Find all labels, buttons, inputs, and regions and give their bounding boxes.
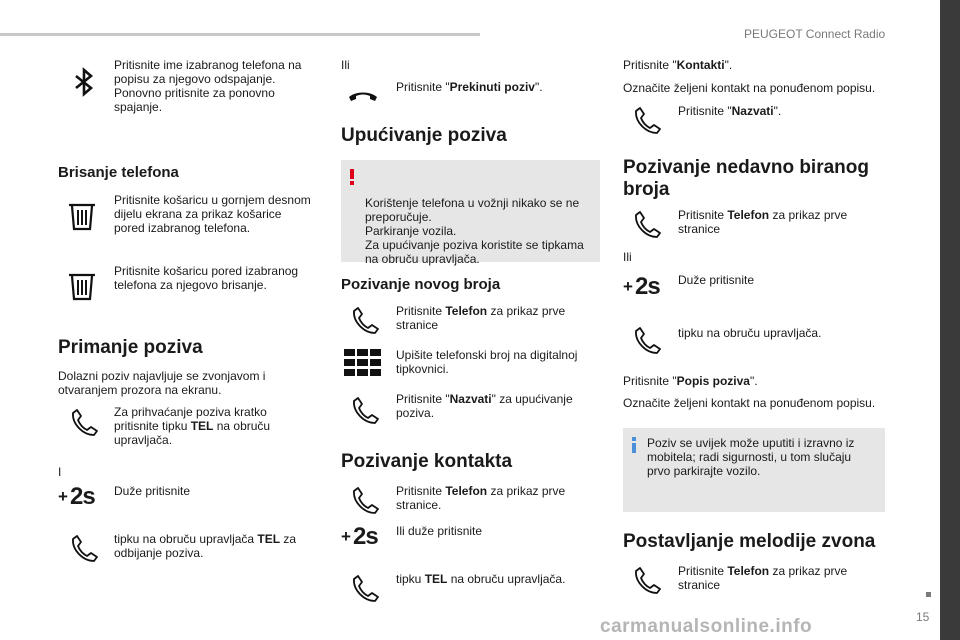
long-press-text: Duže pritisnite bbox=[114, 484, 191, 498]
hang-up-icon bbox=[343, 78, 383, 118]
warning-box: Korištenje telefona u vožnji nikako se ne preporučuje. Parkiranje vozila. Za upućivanje poziva koristite se tipkama na obruču upravljača. bbox=[341, 160, 600, 262]
ringtone-title: Postavljanje melodije zvona bbox=[623, 531, 876, 552]
bluetooth-icon bbox=[64, 62, 104, 102]
call-log-step: Pritisnite "Popis poziva". bbox=[623, 374, 758, 388]
new-number-step-2: Upišite telefonski broj na digitalnoj tipkovnici. bbox=[396, 348, 578, 376]
select-contact-text: Označite željeni kontakt na ponuđenom popisu. bbox=[623, 81, 876, 95]
long-press-2s-icon: + 2s bbox=[623, 273, 660, 300]
phone-handset-icon bbox=[345, 300, 385, 340]
recent-step-1: Pritisnite Telefon za prikaz prve stranice bbox=[678, 208, 848, 236]
phone-handset-icon bbox=[627, 320, 667, 360]
phone-handset-icon bbox=[627, 100, 667, 140]
bluetooth-text: Pritisnite ime izabranog telefona na popisu za njegovo odspajanje. Ponovno pritisnite za ponovno spajanje. bbox=[114, 58, 302, 114]
hangup-text: Pritisnite "Prekinuti poziv". bbox=[396, 80, 543, 94]
page-marker bbox=[926, 592, 931, 597]
phone-handset-icon bbox=[345, 568, 385, 608]
phone-handset-icon bbox=[627, 204, 667, 244]
receive-step-1: Za prihvaćanje poziva kratko pritisnite tipku TEL na obruču upravljača. bbox=[114, 405, 271, 447]
keypad-icon bbox=[343, 348, 383, 378]
long-press-2s-icon: + 2s bbox=[341, 523, 378, 550]
ringtone-step-1: Pritisnite Telefon za prikaz prve stranice bbox=[678, 564, 848, 592]
contact-step-2: Ili duže pritisnite bbox=[396, 524, 483, 538]
wheel-button-text: tipku na obruču upravljača. bbox=[678, 326, 822, 340]
or-text: Ili bbox=[341, 58, 350, 72]
recent-call-title: Pozivanje nedavno biranog broja bbox=[623, 157, 869, 200]
select-contact-text: Označite željeni kontakt na ponuđenom popisu. bbox=[623, 396, 876, 410]
receive-intro: Dolazni poziv najavljuje se zvonjavom i otvaranjem prozora na ekranu. bbox=[58, 369, 266, 397]
contact-call-title: Pozivanje kontakta bbox=[341, 451, 513, 472]
trash-icon bbox=[62, 196, 102, 236]
new-number-title: Pozivanje novog broja bbox=[341, 276, 501, 293]
phone-handset-icon bbox=[64, 528, 104, 568]
phone-handset-icon bbox=[627, 560, 667, 600]
receive-call-title: Primanje poziva bbox=[58, 337, 203, 358]
header-title: PEUGEOT Connect Radio bbox=[744, 27, 886, 41]
info-icon bbox=[631, 437, 637, 453]
long-press-text: Duže pritisnite bbox=[678, 273, 755, 287]
long-press-2s-icon: + 2s bbox=[58, 483, 95, 510]
trash-icon bbox=[62, 266, 102, 306]
warning-icon bbox=[349, 169, 355, 185]
watermark: carmanualsonline.info bbox=[600, 616, 813, 637]
page-number: 15 bbox=[916, 610, 930, 624]
delete-phone-title: Brisanje telefona bbox=[58, 164, 179, 181]
delete-step-2: Pritisnite košaricu pored izabranog telefona za njegovo brisanje. bbox=[114, 264, 299, 292]
phone-handset-icon bbox=[64, 402, 104, 442]
new-number-step-1: Pritisnite Telefon za prikaz prve stranice bbox=[396, 304, 566, 332]
contact-step-1: Pritisnite Telefon za prikaz prve stranice. bbox=[396, 484, 566, 512]
call-contact-step: Pritisnite "Nazvati". bbox=[678, 104, 782, 118]
page-side-strip bbox=[940, 0, 960, 640]
and-text: I bbox=[58, 465, 62, 479]
phone-handset-icon bbox=[345, 480, 385, 520]
info-box: Poziv se uvijek može uputiti i izravno iz mobitela; radi sigurnosti, u tom slučaju prvo parkirajte vozilo. bbox=[623, 428, 885, 512]
contacts-step: Pritisnite "Kontakti". bbox=[623, 58, 733, 72]
contact-step-3: tipku TEL na obruču upravljača. bbox=[396, 572, 566, 586]
reject-call-text: tipku na obruču upravljača TEL za odbijanje poziva. bbox=[114, 532, 297, 560]
header-rule bbox=[0, 33, 480, 36]
calling-title: Upućivanje poziva bbox=[341, 125, 507, 146]
new-number-step-3: Pritisnite "Nazvati" za upućivanje poziva. bbox=[396, 392, 573, 420]
or-text: Ili bbox=[623, 250, 632, 264]
delete-step-1: Pritisnite košaricu u gornjem desnom dijelu ekrana za prikaz košarice pored izabranog telefona. bbox=[114, 193, 311, 235]
phone-handset-icon bbox=[345, 390, 385, 430]
